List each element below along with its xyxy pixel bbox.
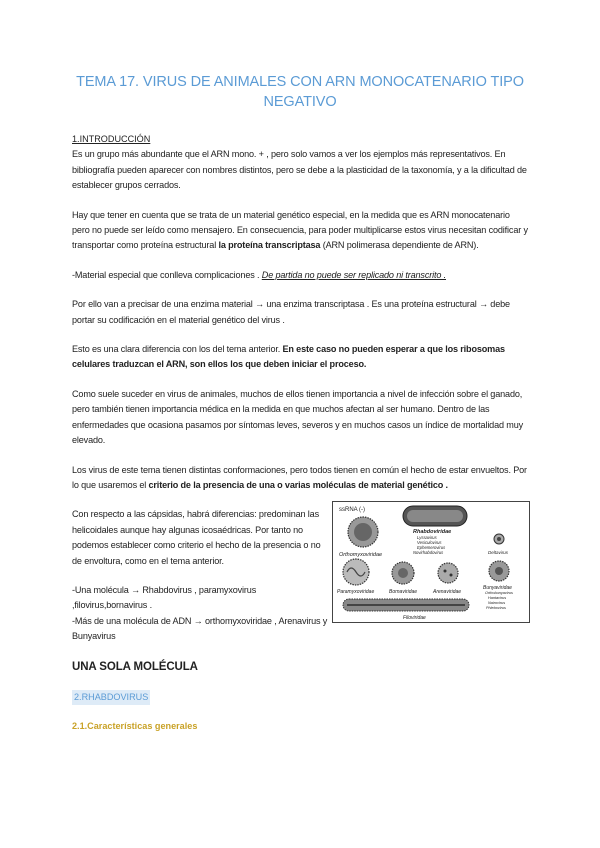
figure-delta-label: Deltavirus <box>488 550 509 556</box>
paragraph-4: Por ello van a precisar de una enzima material → una enzima transcriptasa . Es una proteína estructural → debe portar su codificación en el material genético del virus . <box>72 299 510 325</box>
bunya-core <box>495 567 503 575</box>
delta-core <box>497 537 501 541</box>
paragraph-2: Hay que tener en cuenta que se trata de un material genético especial, en la medida que es ARN monocatenario pero no puede ser leído como mensajero. En consecuencia, para poder multiplicarse estos virus necesitan codificar y transportar como proteína estructural la proteína transcriptasa (ARN polimerasa dependiente de ARN). <box>72 209 528 251</box>
figure-bunya-sub1: Orthobunyavirus <box>485 591 513 596</box>
paragraph-6: Como suele suceder en virus de animales, muchos de ellos tienen importancia a nivel de infección sobre el ganado, pero también tienen importancia médica en la medida en que muchos afectan al ser humano. Dentro de las enfermedades que ocasiona pasamos por síntomas leves, severos y en muchos casos un índice de mortalidad muy elevado. <box>72 388 524 446</box>
figure-rhabdo-sub3: Ephemerovirus <box>417 545 446 551</box>
paragraph-8: Con respecto a las cápsidas, habrá diferencias: predominan las helicoidales aunque hay algunas icosaédricas. Por tanto no podemos establecer como criterio el hecho de la presencia o no de envoltura, como en el tema anterior. <box>72 509 321 566</box>
figure-arena-label: Arenaviridae <box>433 589 462 596</box>
virus-families-figure <box>332 501 530 623</box>
figure-rhabdo-sub4: Novirhabdovirus <box>413 550 444 556</box>
paragraph-1: Es un grupo más abundante que el ARN mono. + , pero solo vamos a ver los ejemplos más representativos. En bibliografía pueden aparecer con nombres distintos, pero se debe a la plasticidad de la taxonomía, y a la dificultad de establecer grupos cerrados. <box>72 149 527 191</box>
figure-ortho-label: Orthomyxoviridae <box>339 552 383 559</box>
paragraph-5: Esto es una clara diferencia con los del tema anterior. En este caso no pueden esperar a que los ribosomas celulares traduzcan el ARN, son ellos los que deben iniciar el proceso. <box>72 344 505 370</box>
page-title: TEMA 17. VIRUS DE ANIMALES CON ARN MONOCATENARIO TIPO NEGATIVO <box>76 74 524 110</box>
capsid-text-column <box>72 507 332 658</box>
figure-filo-label: Filoviridae <box>403 615 426 622</box>
heading-una-sola-molecula: UNA SOLA MOLÉCULA <box>72 660 198 673</box>
figure-rhabdo-title: Rhabdoviridae <box>413 529 452 536</box>
figure-bunya-sub4: Phlebovirus <box>486 606 506 611</box>
arena-granule <box>444 570 447 573</box>
figure-bunya-sub3: Nairovirus <box>488 601 506 606</box>
figure-rhabdo-sub2: Vesiculovirus <box>417 540 442 546</box>
paragraph-9: -Una molécula → Rhabdovirus , paramyxovirus ,filovirus,bornavirus . <box>72 584 257 611</box>
paragraph-7: Los virus de este tema tienen distintas conformaciones, pero todos tienen en común el hecho de estar envueltos. Por lo que usaremos el criterio de la presencia de una o varias moléculas de material genético . <box>72 464 527 490</box>
paragraph-3: -Material especial que conlleva complicaciones . De partida no puede ser replicado ni transcrito . <box>72 269 447 280</box>
ortho-core <box>354 523 372 541</box>
arena-granule <box>450 574 453 577</box>
arena-particle <box>438 563 458 583</box>
capsid-section <box>72 507 528 658</box>
figure-borna-label: Bornaviridae <box>389 589 418 596</box>
heading-rhabdovirus[interactable]: 2.RHABDOVIRUS <box>72 690 150 705</box>
heading-caracteristicas-generales[interactable]: 2.1.Características generales <box>72 720 198 731</box>
paragraph-10: -Más de una molécula de ADN → orthomyxoviridae , Arenavirus y Bunyavirus <box>72 615 328 642</box>
virus-figure-column <box>332 501 528 658</box>
figure-ssrna-label: ssRNA (-) <box>339 507 365 514</box>
rhabdo-core <box>407 510 463 522</box>
borna-core <box>398 568 408 578</box>
figure-rhabdo-sub1: Lyssavirus <box>417 535 437 541</box>
document-content <box>72 72 528 734</box>
figure-bunya-sub2: Hantavirus <box>488 596 507 601</box>
section-heading-introduccion[interactable]: 1.INTRODUCCIÓN <box>72 134 151 144</box>
figure-paramyxo-label: Paramyxoviridae <box>337 589 375 596</box>
figure-bunya-title: Bunyaviridae <box>483 585 512 592</box>
